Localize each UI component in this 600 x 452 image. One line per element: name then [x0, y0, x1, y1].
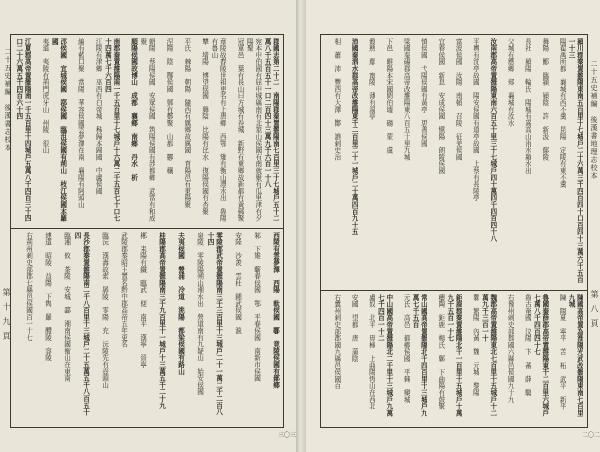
text-column: 江陵有津鄉 巫西有白帝城 秭歸本歸國 中盧侯國 [94, 38, 103, 195]
text-column: 癭陶 鉅鹿 楊氏 鄡 下曲陽有鼓聚 [436, 294, 445, 410]
text-column: 平輿有沈亭故國 陽安侯國有道亭故國 上蔡有長陵亭 [471, 38, 480, 202]
text-column: 郴 耒陽有鐵 臨武 便 南平 漢寧 晉寧 [138, 232, 147, 368]
text-column: 西陵有雲夢澤 西陽 軑侯國 鄳 竟陵侯國有鄖鄉 [271, 232, 280, 389]
text-column: 平氏 棘陽 朝陽 隨西有厲鄉故厲國 育陽邑有東陽聚 [182, 38, 191, 208]
text-column: 順陽侯國故博山 成都 襄鄉 南鄉 丹水 析 [129, 38, 138, 181]
text-column: 夫夷侯國 營浦 冷道 洮陽 都梁侯國有路山 [176, 232, 185, 375]
text-column: 安國 望都 唐 蒲陰 [350, 294, 359, 362]
text-column: 連道 昭陵 益陽 下雋 羅 醴陵 容陵 [43, 232, 52, 362]
text-column: 盧奴 北平 毋極 上曲陽恆山在西北 [367, 294, 376, 410]
right-page-number: 第 八 頁 [590, 290, 599, 330]
text-column: 夷道 夷陵有荊門虎牙山 州陵 很山 [40, 38, 49, 154]
text-column: 郡國志第二十二 南陽郡秦置雒陽南七百里三十七城戶五十二萬八千五百五十一口二百四十三萬九千六百一十八 [263, 38, 280, 222]
text-column: 潁川郡秦置雒陽東南五百里十七城戶二十六萬三千四百四十口百四十三萬六千五百一十三 [567, 38, 584, 283]
text-column: 梁國秦碭郡高帝改雒陽東八百五十里九城 [402, 38, 411, 161]
text-column: 邾 下雉 蘄春侯國 鄂 平春侯國 南新市侯國 [252, 232, 261, 382]
text-column: 涅陽 陰 酇侯國 鄧有鄾聚 山都 酈 穰 [165, 38, 174, 174]
text-column: 長沙郡秦置雒陽南二千八百里十三城戶二十五萬五千八百五十四 [73, 232, 90, 416]
text-column: 陽翟禹所都 襄城有西不羹 昆陽 定陵有東不羹 [558, 38, 567, 188]
text-column: 陳國高帝置為淮陽光武改雒陽東南七百里九城 [567, 294, 584, 417]
text-column: 陳 陽夏 寧平 苦 柘 武平 新平 [558, 294, 567, 410]
text-column: 武陵郡秦昭王置名黔中郡高帝五年更名 [119, 232, 128, 348]
text-column: 南郡秦置雒陽南一千五百里十七城戶十六萬二千五百七十口七十四萬七千六百四 [103, 38, 120, 222]
text-column: 冠軍邑 葉有長山曰方城有卷城 新野有東鄉故新都有黃郵聚 [236, 38, 245, 222]
text-column: 魯古奄國 汶陽 卞 蕃 薛 騶 [523, 294, 532, 396]
text-column: 長社 潁陽 輪氏 陽城有嵩高山洧水潁水出 [523, 38, 532, 174]
text-column: 元氏 高邑 都鄉侯國 平棘 欒城 [402, 294, 411, 403]
text-column: 常山國高帝置雒陽北千四百里十三城戶九萬七千五百 [411, 294, 428, 417]
text-column: 江夏郡高帝置雒陽南一千五百里十四城戶五萬八千四百三十四口二十六萬五千四百六十四 [14, 38, 32, 222]
text-column: 魯國秦薛郡高帝置雒陽東千二百里六城戶七萬八千四百四十七 [532, 294, 549, 417]
text-column: 邔侯國 宜城侯國 鄀侯國 臨沮侯國有荊山 枝江侯國本羅國 [50, 38, 67, 222]
text-column: 編有藍口聚 當陽 華容侯國雲夢澤在南 襄陽有阿頭山 [76, 38, 85, 208]
text-column: 慎侯國 弋陽侯國有黃亭 思善侯國 [419, 38, 428, 147]
text-column: 宜春侯國 新息 安成侯國 愼陽 朗陵侯國 [436, 38, 445, 174]
left-register-divider [10, 228, 283, 229]
text-column: 鄴 繁陽 內黃 魏 元城 黎陽 [471, 294, 480, 396]
text-column: 汝南郡高帝置雒陽東南六百五十里三十七城戶四十萬四千四百四十八 [488, 38, 497, 242]
left-page-number: 第 十 九 頁 [2, 288, 11, 342]
text-column: 中山國高帝置雒陽北二千里十三城戶九萬七千四百一十二 [376, 294, 393, 417]
text-column: 泉陵 零陵陽朔山湘水出 營道南有九疑山 始安侯國 [195, 232, 204, 396]
text-column: 沛國秦泗水郡高帝改雒陽東千二百里二十一城戶二十萬四百九十五 [350, 38, 359, 236]
right-register-divider [320, 290, 587, 291]
text-column: 朝陽 蔡陽侯國 安眾侯國 筑陽侯國有涉都鄉 武當有和成聚 [138, 38, 156, 222]
text-column: 舞陽 郾 臨潁 潁陰 許 新汲 鄢陵 [540, 38, 549, 161]
left-side-title: 二十五史補編 後漢書志校本 [4, 48, 12, 152]
text-column: 章陵故舂陵世祖更名有上唐鄉 西鄂 雉有衡山澧水出 魯陽有魯山 [209, 38, 227, 222]
text-column: 零陵郡武帝置雒陽南三千三百里十三城戶二十一萬二千二百八十四 [206, 232, 223, 416]
text-column: 相 蕭 沛 豐西有大澤 酇 譙刺史治 [332, 38, 341, 161]
text-column: 鉅鹿郡秦置雒陽北千一百里十五城戶十萬九千五百一十七 [445, 294, 463, 417]
text-column: 宛本申伯國有屈申城縣南有北筮山侯國有南就聚有瓜里津有夕陽聚 [245, 38, 262, 222]
left-footer: 三〇三 [278, 432, 297, 439]
right-page [300, 0, 600, 452]
book-gutter [296, 0, 306, 452]
text-column: 富波侯國 汝陽 南頓 召陵 征羌侯國 [454, 38, 463, 161]
text-column: 右豫州刺史部郡國六縣邑侯國九十九 [506, 294, 515, 403]
text-column: 右冀州刺史部郡國九縣邑侯國百 [332, 294, 341, 390]
text-column: 臨湘 攸 茶陵 安城 酃 湘南侯國衡山在東南 [62, 232, 71, 382]
text-column: 犨 堵陽 博望侯國 舞陰 比陽有比水 復陽侯國有杏聚 [200, 38, 209, 215]
text-column: 魏郡高帝置雒陽東北七百里十五城戶十二萬九千三百一十 [480, 294, 497, 417]
text-column: 臨沅 漢壽故索 孱陵 零陽 充 沅陵先有壺頭山 [100, 232, 109, 389]
text-column: 穀熟 鄢 甯陵 薄有湯亭 [367, 38, 376, 120]
text-column: 桂陽郡高帝置雒陽南三千九百里十一城戶十三萬五千二十九 [157, 232, 166, 409]
text-column: 右荊州刺史部郡七縣邑侯國百一十七 [24, 232, 33, 341]
text-column: 父城有應鄉 郟 襄城有汝水 [506, 38, 515, 127]
text-column: 下邑 睢陽本宋國閼伯墟 碭 蒙 虞 [384, 38, 393, 154]
text-column: 安陸 沙羨 雲杜 鍾武侯國 㴴 [233, 232, 242, 334]
right-footer: 二〇二 [582, 432, 600, 439]
right-side-title: 二十五史補編 後漢書地理志校本 [590, 60, 598, 180]
